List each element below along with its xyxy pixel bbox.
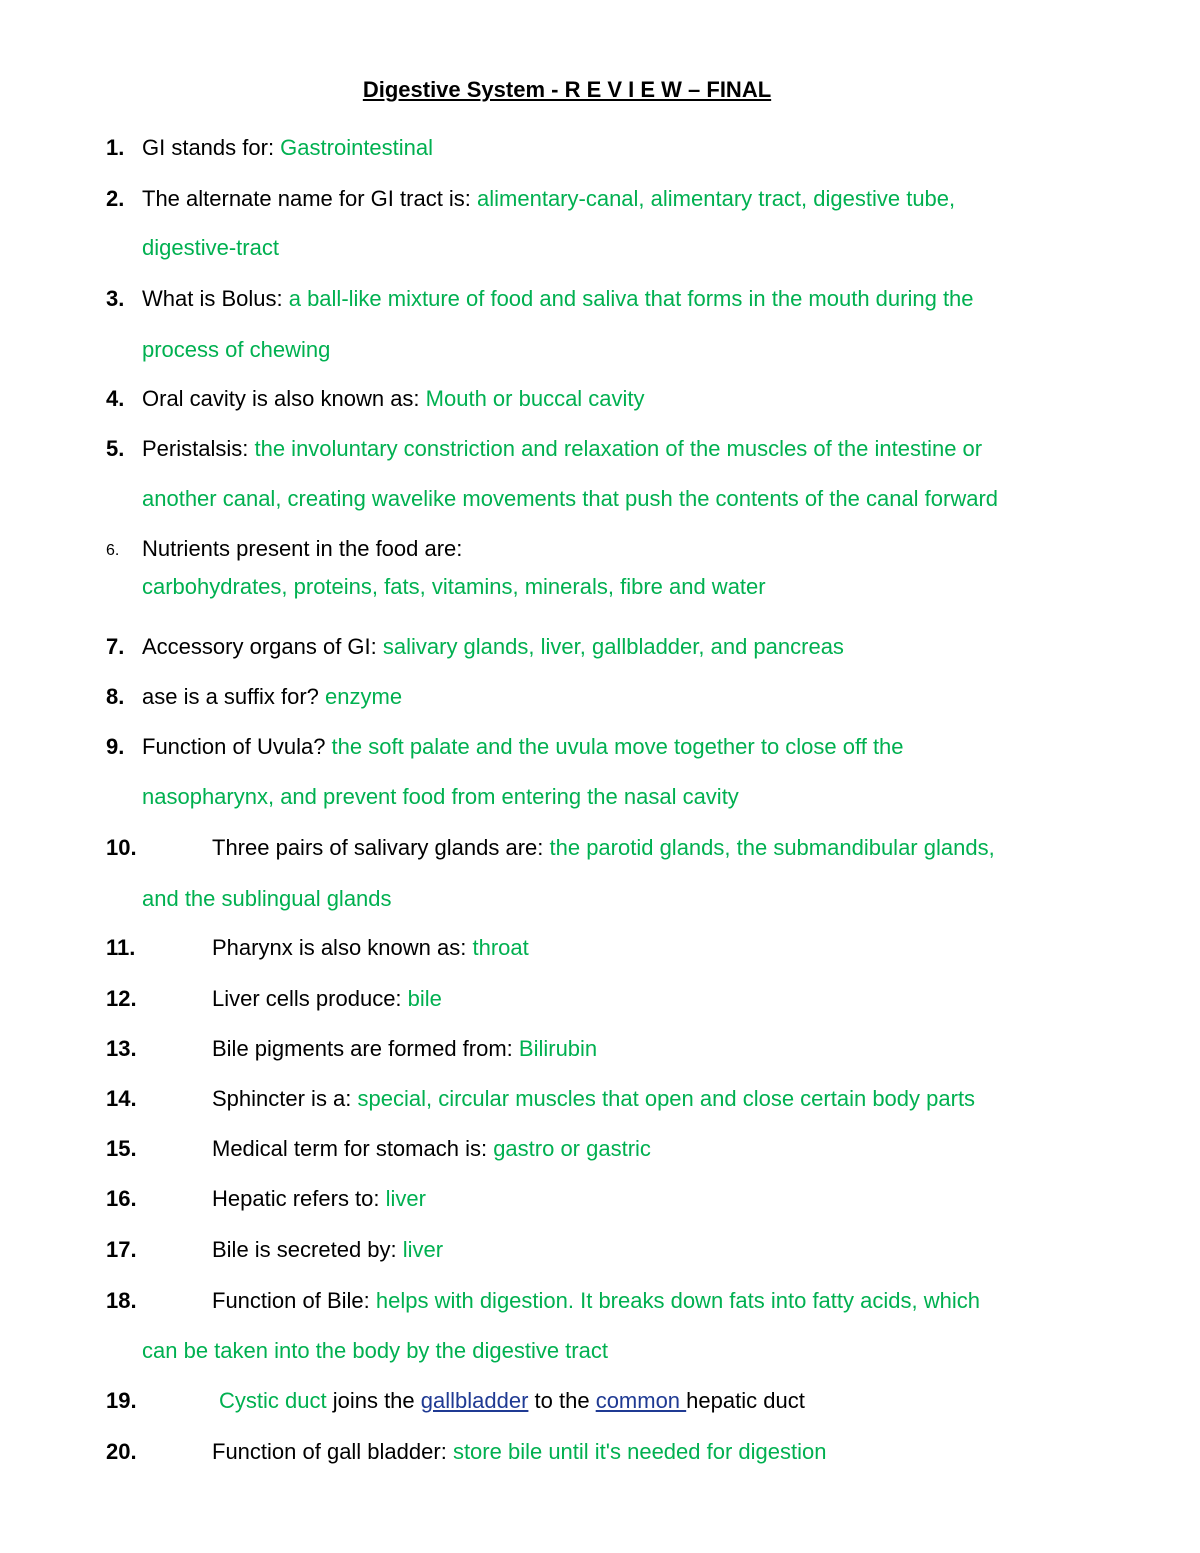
answer-text: the soft palate and the uvula move together to close off the [331,734,904,759]
answer-continuation: process of chewing [142,337,331,362]
answer-text: enzyme [325,684,403,709]
question-number: 8. [106,684,125,709]
answer-text: Gastrointestinal [280,135,434,160]
answer-text: bile [407,986,442,1011]
answer-text: liver [402,1237,444,1262]
question-number: 19. [106,1388,137,1413]
answer-text: throat [472,935,529,960]
answer-text: liver [385,1186,426,1211]
question-number: 7. [106,634,125,659]
question-line [212,934,529,962]
question-text: Peristalsis: [142,436,255,461]
question-text: Accessory organs of GI: [142,634,383,659]
question-text: Function of Bile: [212,1288,376,1313]
question-text: Bile is secreted by: [212,1237,403,1262]
answer-text: alimentary-canal, alimentary tract, digestive tube, [477,186,956,211]
question-text: Medical term for stomach is: [212,1136,494,1161]
question-line [142,385,645,413]
answer-text: special, circular muscles that open and close certain body parts [357,1086,976,1111]
question-text: Hepatic refers to: [212,1186,386,1211]
question-text: joins the [326,1388,421,1413]
question-text: Liver cells produce: [212,986,408,1011]
answer-continuation: nasopharynx, and prevent food from entering the nasal cavity [142,784,739,809]
question-line [142,285,974,313]
answer-continuation: digestive-tract [142,235,279,260]
question-text: Sphincter is a: [212,1086,358,1111]
question-text: What is Bolus: [142,286,289,311]
question-number: 14. [106,1086,137,1111]
question-number: 18. [106,1288,137,1313]
question-line [212,1287,980,1315]
question-line [212,1236,443,1264]
answer-continuation: and the sublingual glands [142,886,392,911]
question-text: hepatic duct [686,1388,805,1413]
question-line [142,733,904,761]
document-title: Digestive System - R E V I E W – FINAL [362,77,772,102]
question-text: ase is a suffix for? [142,684,326,709]
question-line [212,1438,826,1466]
question-number: 1. [106,135,125,160]
question-line [219,1387,805,1415]
question-number: 4. [106,386,125,411]
question-text: Bile pigments are formed from: [212,1036,519,1061]
question-text: Function of Uvula? [142,734,332,759]
question-line [212,1135,651,1163]
question-text: Pharynx is also known as: [212,935,473,960]
question-text: Nutrients present in the food are: [142,536,463,561]
question-line [142,134,433,162]
answer-text: the involuntary constriction and relaxation of the muscles of the intestine or [254,436,983,461]
answer-text: store bile until it's needed for digestion [452,1439,827,1464]
answer-text: Mouth or buccal cavity [425,386,645,411]
question-line [142,435,982,463]
question-number: 6. [106,542,120,559]
question-number: 5. [106,436,125,461]
question-number: 20. [106,1439,137,1464]
answer-continuation: can be taken into the body by the digestive tract [142,1338,608,1363]
question-line [142,633,844,661]
question-number: 2. [106,186,125,211]
question-number: 13. [106,1036,137,1061]
question-line [212,985,442,1013]
question-text: Function of gall bladder: [212,1439,453,1464]
answer-text: Bilirubin [518,1036,598,1061]
question-number: 9. [106,734,125,759]
question-text: to the [528,1388,596,1413]
question-text: GI stands for: [142,135,281,160]
question-number: 3. [106,286,125,311]
answer-text: the parotid glands, the submandibular glands, [549,835,995,860]
answer-text: gastro or gastric [493,1136,651,1161]
answer-text: helps with digestion. It breaks down fats into fatty acids, which [375,1288,980,1313]
question-line [142,535,462,563]
question-number: 15. [106,1136,137,1161]
answer-continuation: another canal, creating wavelike movements that push the contents of the canal forward [142,486,999,511]
gallbladder-link[interactable]: gallbladder [420,1388,529,1413]
question-number: 10. [106,835,137,860]
question-text: Oral cavity is also known as: [142,386,426,411]
question-text: Three pairs of salivary glands are: [212,835,550,860]
question-number: 11. [106,935,136,960]
question-line [142,683,402,711]
answer-text: salivary glands, liver, gallbladder, and pancreas [382,634,844,659]
question-line [212,1035,597,1063]
question-number: 12. [106,986,137,1011]
answer-text: a ball-like mixture of food and saliva that forms in the mouth during the [288,286,974,311]
question-number: 17. [106,1237,137,1262]
question-line [212,1185,426,1213]
answer-text: Cystic duct [219,1388,327,1413]
question-text: The alternate name for GI tract is: [142,186,478,211]
question-line [212,1085,975,1113]
common-link[interactable]: common [595,1388,687,1413]
answer-continuation: carbohydrates, proteins, fats, vitamins, minerals, fibre and water [142,574,766,599]
question-line [212,834,995,862]
question-number: 16. [106,1186,137,1211]
question-line [142,185,955,213]
